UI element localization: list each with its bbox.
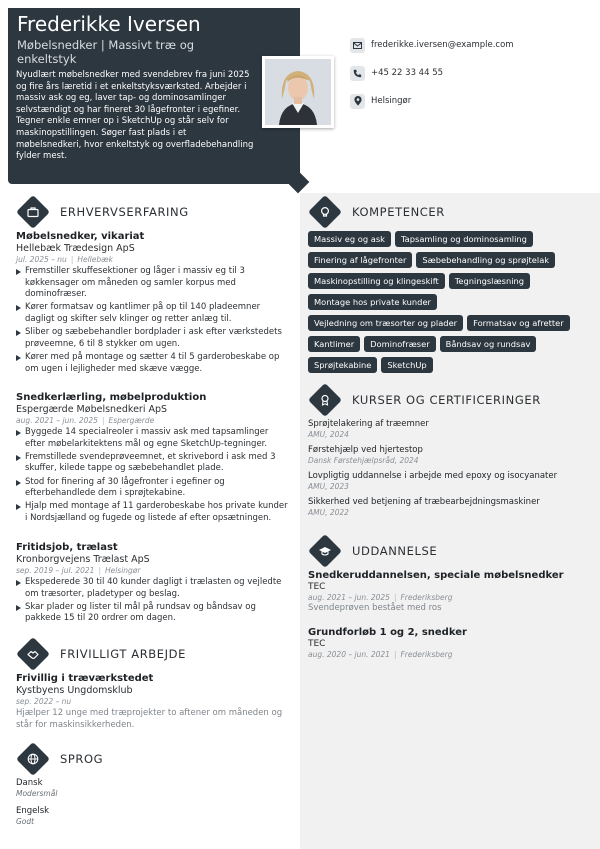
job-bullets — [16, 577, 290, 625]
contact-phone[interactable] — [350, 61, 514, 85]
bullet-item: Skar plader og lister til mål på rundsav og båndsav og pakkede 15 til 20 ordrer om dagen. — [16, 602, 290, 625]
education-title: Snedkeruddannelsen, speciale møbelsnedker — [308, 570, 564, 581]
section-title: KURSER OG CERTIFICERINGER — [352, 393, 541, 407]
education-title: Grundforløb 1 og 2, snedker — [308, 627, 467, 638]
section-experience-header — [16, 195, 189, 229]
volunteer-date: sep. 2022 – nu — [16, 697, 72, 706]
bullet-item: Kører med på montage og sætter 4 til 5 garderobeskabe op om ugen i lejligheder med skæve vægge. — [16, 352, 290, 375]
phone-text: +45 22 33 44 55 — [371, 68, 444, 78]
volunteer-org: Kystbyens Ungdomsklub — [16, 685, 133, 696]
experience-item — [16, 392, 290, 526]
section-skills-header — [308, 195, 445, 229]
bullet-item: Sliber og sæbebehandler bordplader i ask efter værkstedets prøveemne, 6 til 8 stykker om ugen. — [16, 327, 290, 350]
education-school: TEC — [308, 639, 326, 649]
experience-item — [16, 231, 290, 377]
language-name: Engelsk — [16, 806, 50, 816]
skill-tag: Finering af lågefronter — [308, 252, 412, 268]
course-item — [308, 445, 593, 465]
certificate-icon — [308, 383, 342, 417]
profile-photo — [262, 56, 334, 128]
bullet-item: Kører formatsav og kantlimer på op til 140 pladeemner dagligt og skifter selv klinger og retter anlæg til. — [16, 302, 290, 325]
language-item — [16, 778, 216, 798]
course-item — [308, 471, 593, 491]
bullet-item: Byggede 14 specialreoler i massiv ask med tapsamlinger efter møbelarkitektens mål og egne SketchUp-tegninger. — [16, 427, 290, 450]
skill-tag: Båndsav og rundsav — [440, 336, 537, 352]
course-title: Sprøjtelakering af træemner — [308, 419, 429, 429]
language-item — [16, 806, 216, 826]
mail-icon — [350, 38, 365, 53]
candidate-name: Frederikke Iversen — [17, 12, 201, 36]
job-date: sep. 2019 – jul. 2021 — [16, 566, 95, 575]
education-note: Svendeprøven bestået med ros — [308, 603, 442, 613]
skill-tag: Tapsamling og dominosamling — [395, 231, 533, 247]
skill-tag: Dominofræser — [364, 336, 436, 352]
employer: Kronborgvejens Trælast ApS — [16, 554, 150, 565]
email-text: frederikke.iversen@example.com — [371, 40, 514, 50]
skill-tag: SketchUp — [381, 357, 432, 373]
job-title: Snedkerlærling, møbelproduktion — [16, 392, 207, 403]
section-title: ERHVERVSERFARING — [60, 205, 189, 219]
course-meta: AMU, 2024 — [308, 430, 349, 439]
job-bullets — [16, 427, 290, 525]
volunteer-description: Hjælper 12 unge med træprojekter to aftener om måneden og står for maskinsikkerheden. — [16, 708, 283, 730]
education-date: aug. 2020 – jun. 2021 — [308, 650, 390, 659]
contact-email[interactable] — [350, 33, 514, 57]
skills-list — [308, 231, 593, 378]
contact-location — [350, 89, 514, 113]
courses-list — [308, 419, 593, 523]
lightbulb-icon — [308, 195, 342, 229]
job-date: aug. 2021 – jun. 2025 — [16, 416, 98, 425]
job-title: Fritidsjob, trælast — [16, 542, 118, 553]
bullet-item: Hjalp med montage af 11 garderobeskabe hos private kunder i Nordsjælland og fugede og listede af efter opsætningen. — [16, 501, 290, 524]
section-title: FRIVILLIGT ARBEJDE — [60, 647, 186, 661]
section-languages-header — [16, 742, 103, 776]
candidate-role: Møbelsnedker | Massivt træ og enkeltstyk — [17, 38, 195, 66]
employer: Espergærde Møbelsnedkeri ApS — [16, 404, 168, 415]
job-place: Hellebæk — [77, 255, 113, 264]
skill-tag: Maskinopstilling og klingeskift — [308, 273, 445, 289]
profile-summary: Nyudlært møbelsnedker med svendebrev fra juni 2025 og fire års læretid i et enkeltstyksværksted. Arbejder i massiv ask og eg, laver tap- og dominosamlinger selvstændigt og har fineret 30 lågefronter i egefiner. Tegner enkle emner op i SketchUp og står selv for maskinopstillingen. Søger fast plads i et møbelsnedkeri, hvor enkeltstyk og overfladebehandling fylder mest. — [16, 70, 254, 162]
course-title: Lovpligtig uddannelse i arbejde med epoxy og isocyanater — [308, 471, 558, 481]
course-item — [308, 497, 593, 517]
phone-icon — [350, 66, 365, 81]
course-meta: AMU, 2023 — [308, 482, 349, 491]
briefcase-icon — [16, 195, 50, 229]
section-courses-header — [308, 383, 541, 417]
course-meta: AMU, 2022 — [308, 508, 349, 517]
section-education-header — [308, 534, 437, 568]
skill-tag: Vejledning om træsorter og plader — [308, 315, 463, 331]
course-title: Førstehjælp ved hjertestop — [308, 445, 423, 455]
skill-tag: Montage hos private kunder — [308, 294, 437, 310]
language-level: Godt — [16, 817, 35, 826]
skill-tag: Tegningslæsning — [449, 273, 530, 289]
course-item — [308, 419, 593, 439]
job-bullets — [16, 266, 290, 375]
skill-tag: Sæbebehandling og sprøjtelak — [416, 252, 555, 268]
job-meta: aug. 2021 – jun. 2025 | Espergærde — [16, 416, 155, 425]
job-place: Espergærde — [108, 416, 155, 425]
course-meta: Dansk Førstehjælpsråd, 2024 — [308, 456, 419, 465]
handshake-icon — [16, 637, 50, 671]
bullet-item: Ekspederede 30 til 40 kunder dagligt i trælasten og vejledte om træsorter, pladetyper og beslag. — [16, 577, 290, 600]
contact-list — [350, 33, 514, 117]
portrait-image — [265, 59, 331, 125]
education-item — [308, 627, 593, 659]
job-meta: sep. 2019 – jul. 2021 | Helsingør — [16, 566, 141, 575]
education-school: TEC — [308, 582, 326, 592]
course-title: Sikkerhed ved betjening af træbearbejdningsmaskiner — [308, 497, 540, 507]
section-volunteer-header — [16, 637, 186, 671]
bullet-item: Stod for finering af 30 lågefronter i egefiner og efterbehandlede dem i sprøjtekabine. — [16, 477, 290, 500]
section-title: UDDANNELSE — [352, 544, 438, 558]
bullet-item: Fremstiller skuffesektioner og låger i massiv eg til 3 køkkensager om måneden og samler korpus med dominofræser. — [16, 266, 290, 301]
location-icon — [350, 94, 365, 109]
job-date: jul. 2025 – nu — [16, 255, 67, 264]
skill-tag: Kantlimer — [308, 336, 360, 352]
section-title: KOMPETENCER — [352, 205, 445, 219]
volunteer-title: Frivillig i træværkstedet — [16, 673, 154, 684]
language-level: Modersmål — [16, 789, 58, 798]
experience-item — [16, 542, 290, 627]
skill-tag: Sprøjtekabine — [308, 357, 377, 373]
graduation-cap-icon — [308, 534, 342, 568]
job-title: Møbelsnedker, vikariat — [16, 231, 145, 242]
education-meta: aug. 2021 – jun. 2025 | Frederiksberg — [308, 593, 453, 602]
header-panel — [8, 8, 300, 184]
globe-icon — [16, 742, 50, 776]
skill-tag: Massiv eg og ask — [308, 231, 391, 247]
education-item — [308, 570, 593, 615]
job-meta: jul. 2025 – nu | Hellebæk — [16, 255, 113, 264]
education-place: Frederiksberg — [400, 593, 453, 602]
location-text: Helsingør — [371, 96, 412, 106]
education-meta: aug. 2020 – jun. 2021 | Frederiksberg — [308, 650, 453, 659]
employer: Hellebæk Trædesign ApS — [16, 243, 135, 254]
bullet-item: Fremstillede svendeprøveemnet, et skrivebord i ask med 3 skuffer, kilede tappe og sæbebehandlet plade. — [16, 452, 290, 475]
language-name: Dansk — [16, 778, 43, 788]
education-date: aug. 2021 – jun. 2025 — [308, 593, 390, 602]
skill-tag: Formatsav og afretter — [467, 315, 570, 331]
education-place: Frederiksberg — [400, 650, 453, 659]
volunteer-item — [16, 673, 290, 731]
job-place: Helsingør — [104, 566, 141, 575]
section-title: SPROG — [60, 752, 104, 766]
